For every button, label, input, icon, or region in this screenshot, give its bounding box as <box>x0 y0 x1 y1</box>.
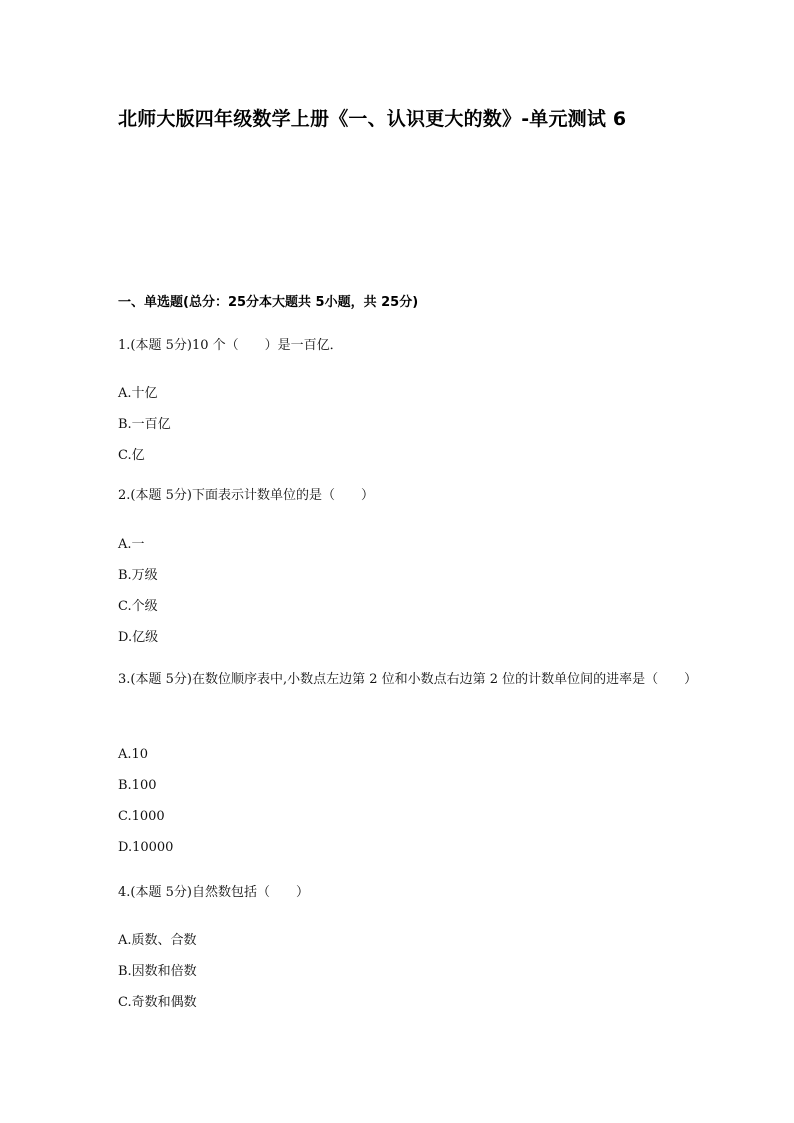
question-2-option-a: A.一 <box>118 537 145 552</box>
question-4-option-a: A.质数、合数 <box>118 933 197 948</box>
question-2: 2.(本题 5分)下面表示计数单位的是（ ） <box>118 488 374 503</box>
document-title: 北师大版四年级数学上册《一、认识更大的数》-单元测试 6 <box>118 108 627 130</box>
question-4-option-b: B.因数和倍数 <box>118 964 197 979</box>
question-2-option-b: B.万级 <box>118 568 158 583</box>
question-3: 3.(本题 5分)在数位顺序表中,小数点左边第 2 位和小数点右边第 2 位的计数单位间的进率是（ ） <box>118 672 698 687</box>
question-1-option-b: B.一百亿 <box>118 417 171 432</box>
question-3-option-b: B.100 <box>118 778 157 793</box>
question-1-option-a: A.十亿 <box>118 386 158 401</box>
question-2-option-c: C.个级 <box>118 599 158 614</box>
question-3-option-d: D.10000 <box>118 840 174 855</box>
question-3-option-c: C.1000 <box>118 809 165 824</box>
question-4-option-c: C.奇数和偶数 <box>118 995 197 1010</box>
question-4: 4.(本题 5分)自然数包括（ ） <box>118 885 309 900</box>
question-3-option-a: A.10 <box>118 747 149 762</box>
question-1: 1.(本题 5分)10 个（ ）是一百亿． <box>118 338 343 353</box>
question-1-option-c: C.亿 <box>118 448 145 463</box>
section-heading: 一、单选题(总分：25分本大题共 5小题，共 25分) <box>118 295 419 310</box>
question-2-option-d: D.亿级 <box>118 630 159 645</box>
